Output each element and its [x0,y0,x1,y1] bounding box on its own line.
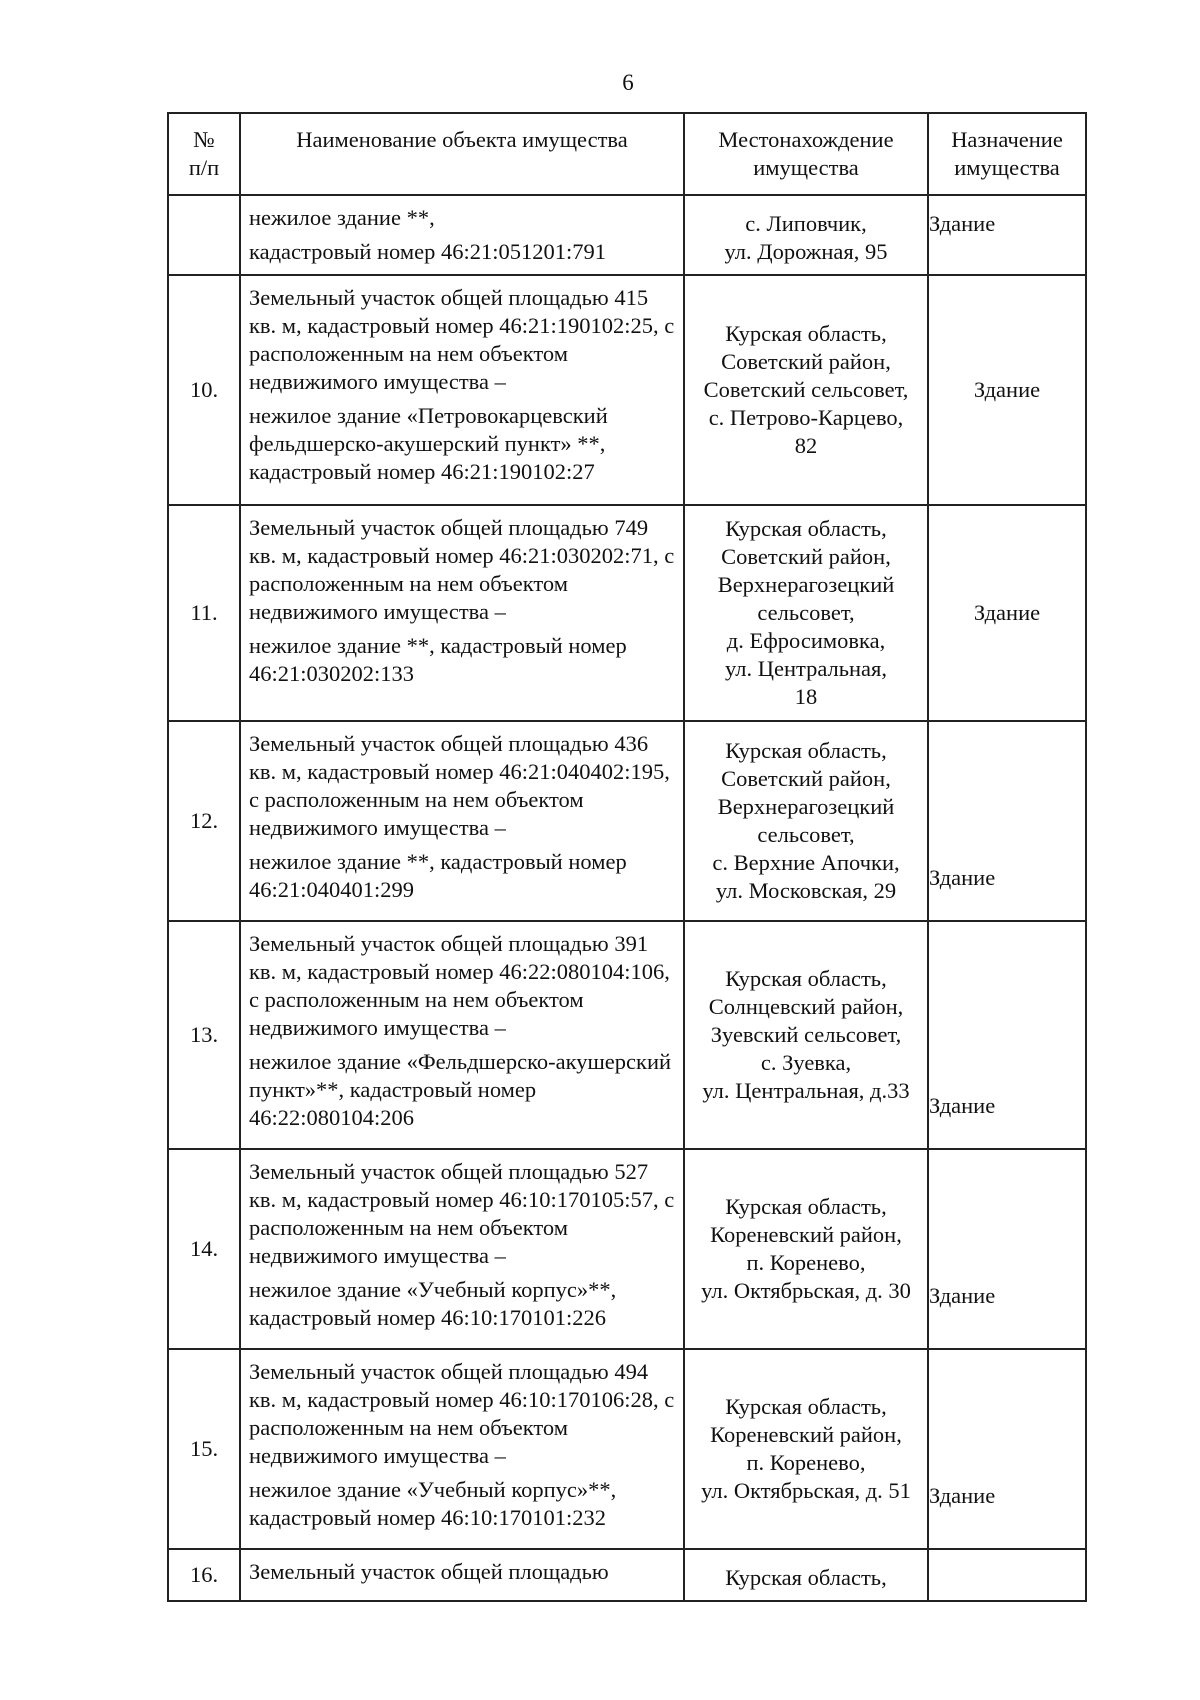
object-name-part: Земельный участок общей площадью 391 кв. м, кадастровый номер 46:22:080104:106, с расположенным на нем объектом недвижимого имущества – [249,931,670,1040]
object-name [240,1149,684,1349]
property-table [167,112,1087,1602]
header-location: Местонахождение имущества [684,113,928,195]
table-row [168,1549,1086,1601]
location-line: ул. Октябрьская, д. 51 [701,1478,911,1503]
object-location [684,275,928,505]
object-name [240,505,684,721]
object-name-part: Земельный участок общей площадью 527 кв. м, кадастровый номер 46:10:170105:57, с расположенным на нем объектом недвижимого имущества – [249,1159,675,1268]
row-number [168,195,240,275]
object-purpose: Здание [928,921,1086,1149]
location-line: 18 [794,684,818,709]
object-name-part: Земельный участок общей площадью 436 кв. м, кадастровый номер 46:21:040402:195, с расположенным на нем объектом недвижимого имущества – [249,731,670,840]
object-name-part: нежилое здание **, кадастровый номер 46:21:040401:299 [249,849,627,902]
location-line: ул. Дорожная, 95 [724,239,888,264]
location-line: ул. Центральная, д.33 [702,1078,910,1103]
table-row [168,721,1086,921]
location-line: п. Коренево, [746,1450,866,1475]
location-line: Курская область, [725,966,887,991]
location-line: 82 [794,433,818,458]
object-location [684,505,928,721]
object-name-part: нежилое здание «Фельдшерско-акушерский пункт»**, кадастровый номер 46:22:080104:206 [249,1049,672,1130]
object-purpose: Здание [928,1149,1086,1349]
object-location [684,921,928,1149]
object-location [684,1349,928,1549]
location-line: ул. Московская, 29 [715,878,897,903]
object-purpose: Здание [928,721,1086,921]
object-purpose [928,1549,1086,1601]
location-line: с. Липовчик, [745,211,867,236]
location-line: с. Зуевка, [760,1050,852,1075]
location-line: Кореневский район, [710,1222,902,1247]
object-location [684,195,928,275]
header-name: Наименование объекта имущества [240,113,684,195]
table-header-row [168,113,1086,195]
header-number: № п/п [168,113,240,195]
location-line: д. Ефросимовка, [726,628,886,653]
object-name-part: нежилое здание «Учебный корпус»**, кадастровый номер 46:10:170101:226 [249,1277,617,1330]
row-number: 13. [168,921,240,1149]
header-purpose: Назначение имущества [928,113,1086,195]
row-number: 16. [168,1549,240,1601]
row-number: 11. [168,505,240,721]
row-number: 12. [168,721,240,921]
location-line: с. Петрово-Карцево, [708,405,904,430]
location-line: Солнцевский район, [708,994,904,1019]
object-name-part: Земельный участок общей площадью 749 кв. м, кадастровый номер 46:21:030202:71, с расположенным на нем объектом недвижимого имущества – [249,515,675,624]
object-location [684,1149,928,1349]
location-line: ул. Октябрьская, д. 30 [701,1278,911,1303]
object-location [684,1549,928,1601]
location-line: сельсовет, [757,822,855,847]
location-line: Курская область, [725,1565,887,1590]
location-line: п. Коренево, [746,1250,866,1275]
object-name-part: нежилое здание **, кадастровый номер 46:21:030202:133 [249,633,627,686]
object-name [240,195,684,275]
location-line: Советский сельсовет, [703,377,909,402]
table-row [168,505,1086,721]
object-name-part: Земельный участок общей площадью 494 кв. м, кадастровый номер 46:10:170106:28, с расположенным на нем объектом недвижимого имущества – [249,1359,675,1468]
location-line: Зуевский сельсовет, [710,1022,902,1047]
object-name [240,1549,684,1601]
table-row [168,921,1086,1149]
table-row [168,1149,1086,1349]
object-name [240,1349,684,1549]
page-number: 6 [622,70,634,95]
location-line: Курская область, [725,321,887,346]
location-line: Курская область, [725,738,887,763]
location-line: Кореневский район, [710,1422,902,1447]
object-purpose: Здание [928,195,1086,275]
location-line: сельсовет, [757,600,855,625]
location-line: Верхнерагозецкий [717,572,895,597]
object-name-part: Земельный участок общей площадью [249,1559,609,1584]
row-number: 10. [168,275,240,505]
object-purpose: Здание [928,505,1086,721]
object-location [684,721,928,921]
object-name-part: кадастровый номер 46:21:051201:791 [249,239,606,264]
location-line: Советский район, [721,349,891,374]
location-line: Курская область, [725,516,887,541]
object-name-part: нежилое здание «Петровокарцевский фельдшерско-акушерский пункт» **, кадастровый номер 46:21:190102:27 [249,403,608,484]
object-name [240,721,684,921]
object-name [240,275,684,505]
location-line: Советский район, [721,766,891,791]
location-line: ул. Центральная, [724,656,888,681]
location-line: Советский район, [721,544,891,569]
table-row [168,195,1086,275]
object-purpose: Здание [928,275,1086,505]
location-line: Курская область, [725,1194,887,1219]
object-name-part: Земельный участок общей площадью 415 кв. м, кадастровый номер 46:21:190102:25, с расположенным на нем объектом недвижимого имущества – [249,285,675,394]
row-number: 15. [168,1349,240,1549]
table-row [168,275,1086,505]
table-row [168,1349,1086,1549]
location-line: Курская область, [725,1394,887,1419]
location-line: с. Верхние Апочки, [712,850,900,875]
object-name-part: нежилое здание «Учебный корпус»**, кадастровый номер 46:10:170101:232 [249,1477,617,1530]
row-number: 14. [168,1149,240,1349]
object-name [240,921,684,1149]
object-purpose: Здание [928,1349,1086,1549]
object-name-part: нежилое здание **, [249,205,435,230]
location-line: Верхнерагозецкий [717,794,895,819]
